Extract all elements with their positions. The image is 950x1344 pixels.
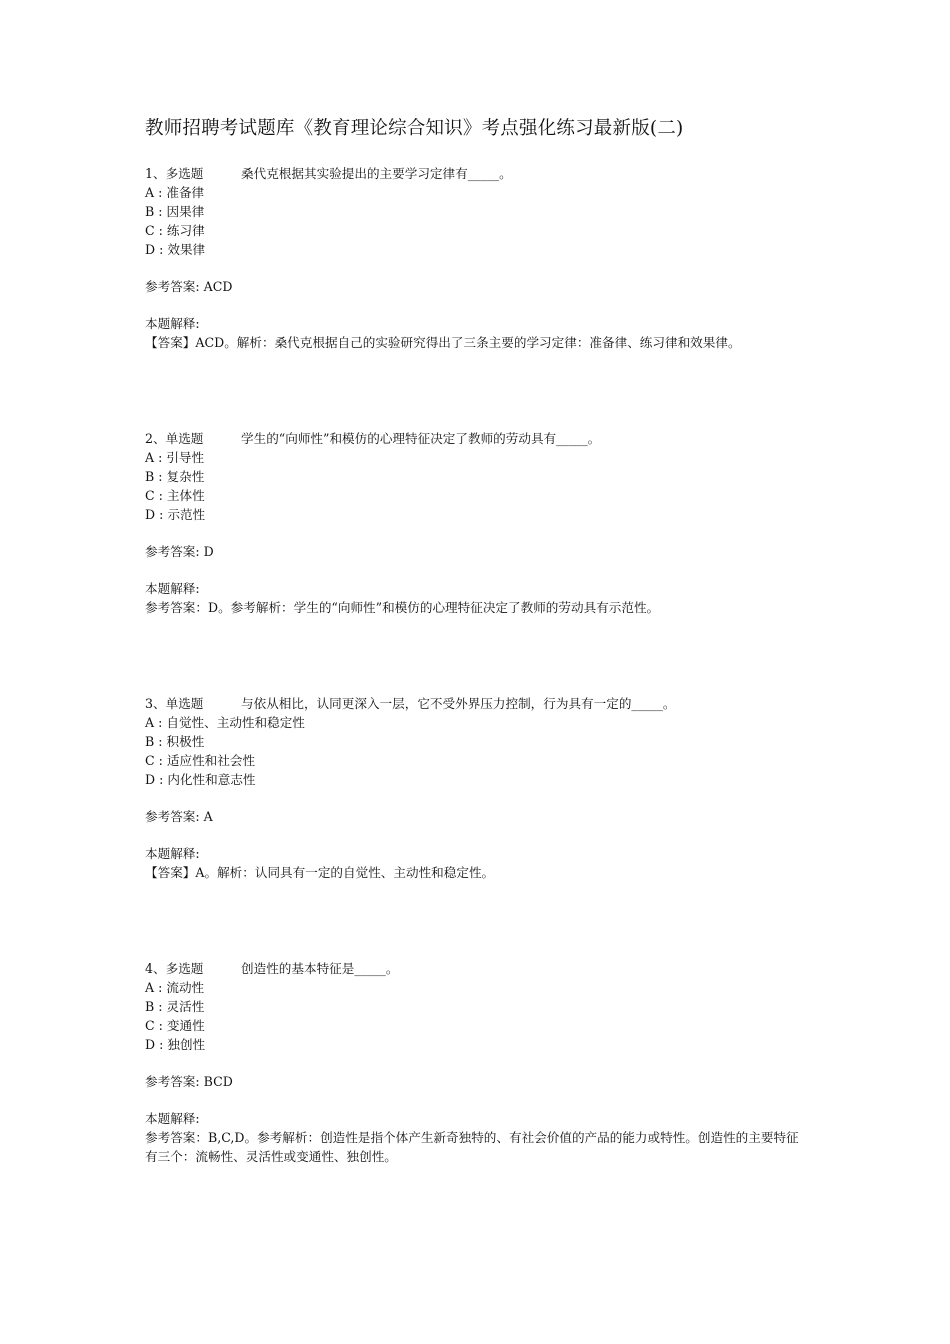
question-stem: 与依从相比，认同更深入一层，它不受外界压力控制，行为具有一定的_____。 (241, 696, 676, 711)
reference-answer: 参考答案: ACD (145, 279, 233, 294)
option-d: D : 示范性 (145, 507, 206, 522)
question-2 (145, 429, 805, 617)
option-b: B : 复杂性 (145, 469, 205, 484)
option-a: A : 引导性 (145, 450, 205, 465)
option-b: B : 积极性 (145, 734, 205, 749)
question-number-type: 4、多选题 (145, 961, 204, 976)
option-c: C : 适应性和社会性 (145, 753, 256, 768)
question-spacer (145, 617, 805, 694)
question-spacer (145, 882, 805, 959)
question-header (145, 429, 805, 448)
explanation-text: 参考答案：D。参考解析：学生的“向师性”和模仿的心理特征决定了教师的劳动具有示范性。 (145, 600, 660, 615)
option-c: C : 变通性 (145, 1018, 205, 1033)
explanation-text: 【答案】ACD。解析：桑代克根据自己的实验研究得出了三条主要的学习定律：准备律、练习律和效果律。 (145, 335, 741, 350)
explanation-label: 本题解释: (145, 1111, 200, 1126)
question-spacer (145, 352, 805, 429)
option-a: A : 自觉性、主动性和稳定性 (145, 715, 305, 730)
option-c: C : 主体性 (145, 488, 205, 503)
reference-answer: 参考答案: D (145, 544, 214, 559)
question-4 (145, 959, 805, 1166)
explanation-text: 参考答案：B,C,D。参考解析：创造性是指个体产生新奇独特的、有社会价值的产品的能力或特性。创造性的主要特征有三个：流畅性、灵活性或变通性、独创性。 (145, 1130, 799, 1164)
option-c: C : 练习律 (145, 223, 205, 238)
document-title: 教师招聘考试题库《教育理论综合知识》考点强化练习最新版(二) (145, 118, 684, 139)
document-page (145, 116, 805, 1166)
option-a: A : 流动性 (145, 980, 205, 995)
question-number-type: 1、多选题 (145, 166, 204, 181)
question-3 (145, 694, 805, 882)
question-header (145, 694, 805, 713)
option-d: D : 独创性 (145, 1037, 206, 1052)
option-d: D : 内化性和意志性 (145, 772, 256, 787)
explanation-label: 本题解释: (145, 581, 200, 596)
explanation-text: 【答案】A。解析：认同具有一定的自觉性、主动性和稳定性。 (145, 865, 495, 880)
option-d: D : 效果律 (145, 242, 206, 257)
question-header (145, 959, 805, 978)
reference-answer: 参考答案: BCD (145, 1074, 233, 1089)
question-number-type: 3、单选题 (145, 696, 204, 711)
question-header (145, 164, 805, 183)
option-a: A : 准备律 (145, 185, 205, 200)
question-1 (145, 164, 805, 352)
explanation-label: 本题解释: (145, 316, 200, 331)
question-stem: 创造性的基本特征是_____。 (241, 961, 399, 976)
question-stem: 学生的“向师性”和模仿的心理特征决定了教师的劳动具有_____。 (241, 431, 601, 446)
explanation-label: 本题解释: (145, 846, 200, 861)
option-b: B : 灵活性 (145, 999, 205, 1014)
question-stem: 桑代克根据其实验提出的主要学习定律有_____。 (241, 166, 512, 181)
option-b: B : 因果律 (145, 204, 205, 219)
question-number-type: 2、单选题 (145, 431, 204, 446)
reference-answer: 参考答案: A (145, 809, 213, 824)
